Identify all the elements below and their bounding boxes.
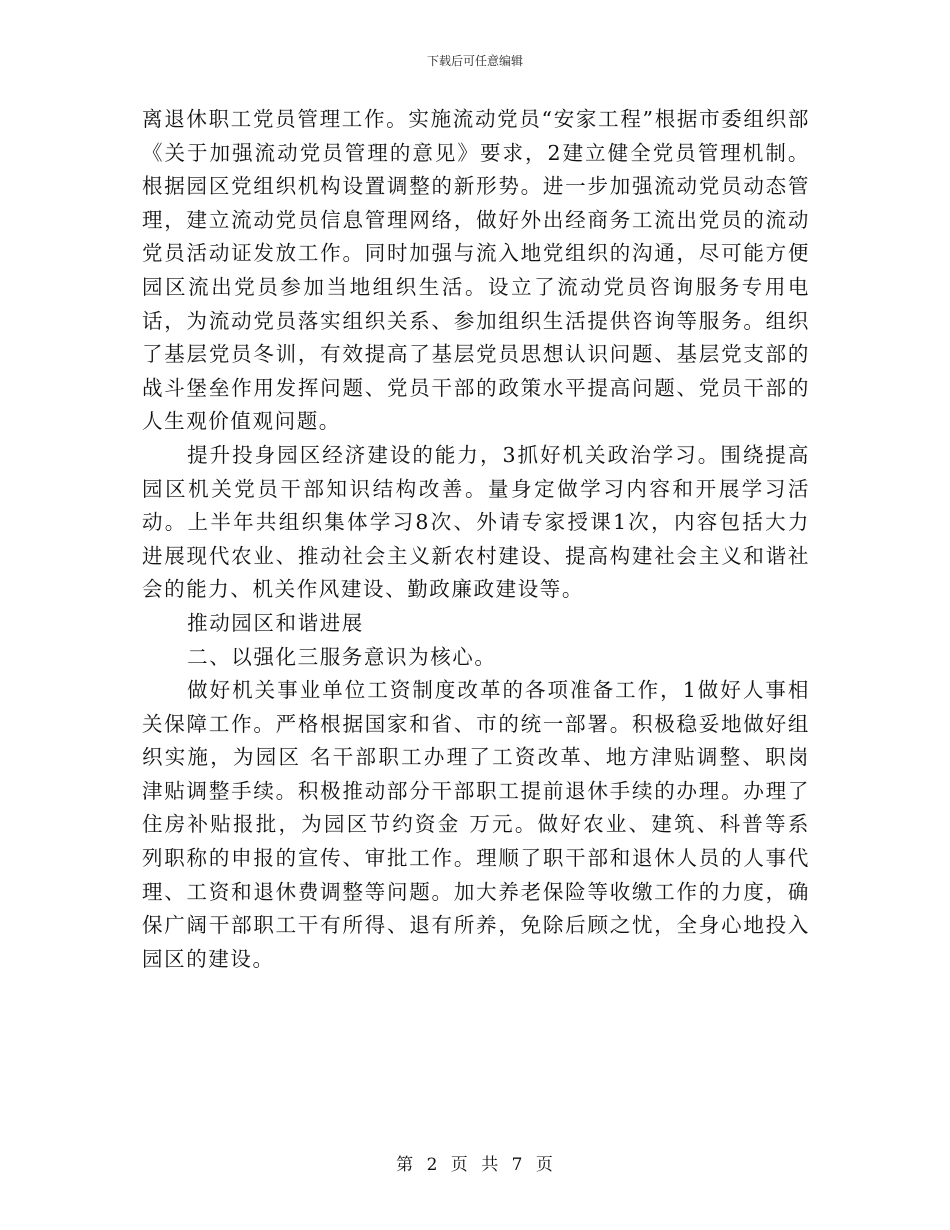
- paragraph-party-member-management: 离退休职工党员管理工作。实施流动党员“安家工程”根据市委组织部《关于加强流动党员管理的意见》要求，2建立健全党员管理机制。根据园区党组织机构设置调整的新形势。进一步加强流动党员动态管理，建立流动党员信息管理网络，做好外出经商务工流出党员的流动党员活动证发放工作。同时加强与流入地党组织的沟通，尽可能方便园区流出党员参加当地组织生活。设立了流动党员咨询服务专用电话，为流动党员落实组织关系、参加组织生活提供咨询等服务。组织了基层党员冬训，有效提高了基层党员思想认识问题、基层党支部的战斗堡垒作用发挥问题、党员干部的政策水平提高问题、党员干部的人生观价值观问题。: [142, 107, 810, 434]
- section-heading-service-awareness: 二、以强化三服务意识为核心。: [187, 644, 497, 669]
- document-body: [142, 103, 810, 976]
- page-header-note: 下载后可任意编辑: [426, 54, 523, 68]
- paragraph-harmonious-development: 推动园区和谐进展: [187, 610, 364, 635]
- paragraph-salary-reform: 做好机关事业单位工资制度改革的各项准备工作，1做好人事相关保障工作。严格根据国家和省、市的统一部署。积极稳妥地做好组织实施，为园区 名干部职工办理了工资改革、地方津贴调整、职岗津贴调整手续。积极推动部分干部职工提前退休手续的办理。办理了住房补贴报批，为园区节约资金 万元。做好农业、建筑、科普等系列职称的申报的宣传、审批工作。理顺了职干部和退休人员的人事代理、工资和退休费调整等问题。加大养老保险等收缴工作的力度，确保广阔干部职工干有所得、退有所养，免除后顾之忧，全身心地投入园区的建设。: [142, 678, 810, 971]
- page-number: 第 2 页 共 7 页: [396, 1155, 554, 1175]
- paragraph-political-study: 提升投身园区经济建设的能力，3抓好机关政治学习。围绕提高园区机关党员干部知识结构改善。量身定做学习内容和开展学习活动。上半年共组织集体学习8次、外请专家授课1次，内容包括大力进展现代农业、推动社会主义新农村建设、提高构建社会主义和谐社会的能力、机关作风建设、勤政廉政建设等。: [142, 442, 810, 602]
